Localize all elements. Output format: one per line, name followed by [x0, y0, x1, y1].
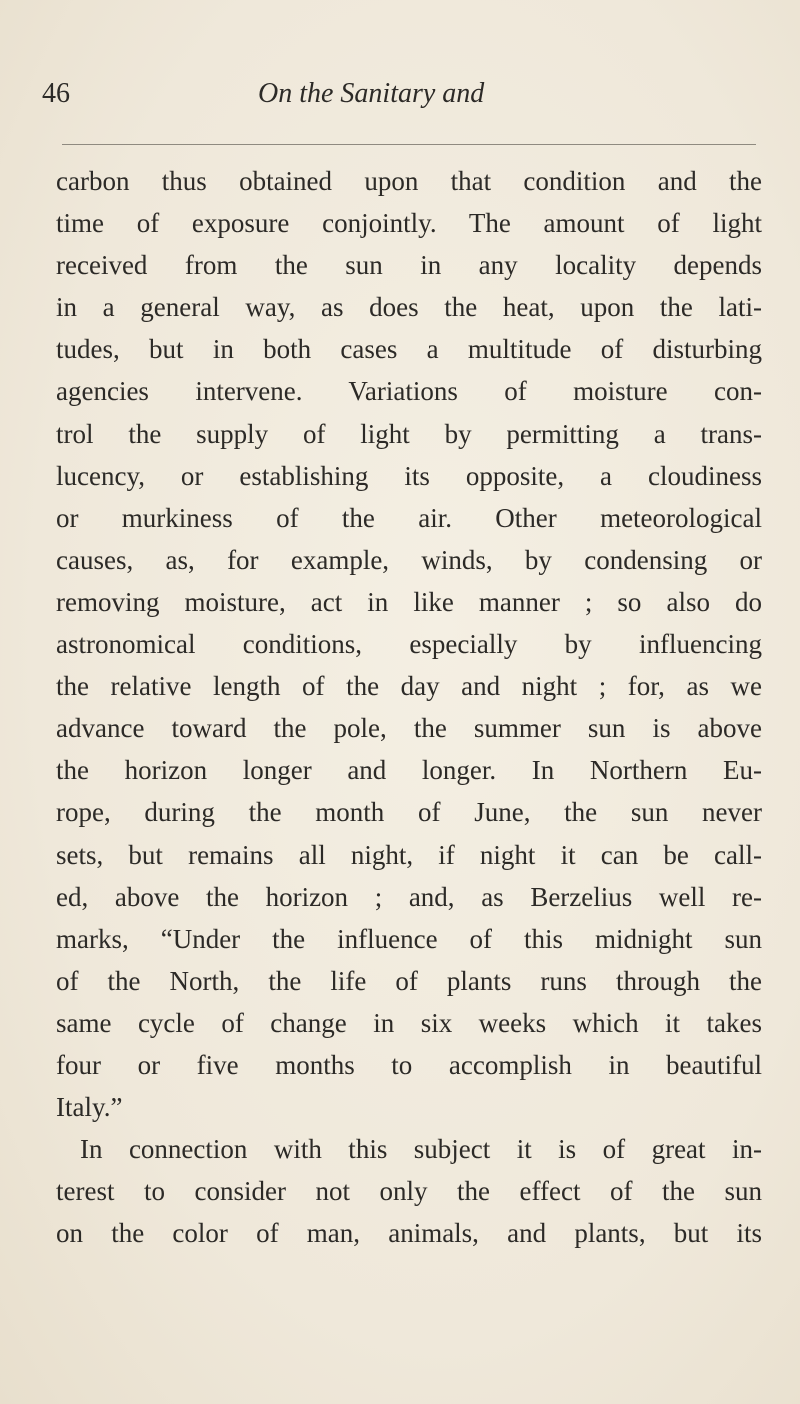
text-line: sets, but remains all night, if night it can be call-: [56, 839, 762, 870]
text-line: carbon thus obtained upon that condition and the: [56, 166, 762, 196]
body-text: [56, 160, 762, 1254]
text-line: received from the sun in any locality depends: [56, 250, 762, 281]
text-line: in a general way, as does the heat, upon the lati-: [56, 292, 762, 323]
text-line: ed, above the horizon ; and, as Berzelius well re-: [56, 881, 762, 912]
running-head: On the Sanitary and: [258, 78, 485, 109]
text-line: trol the supply of light by permitting a trans-: [56, 418, 762, 449]
text-line: the relative length of the day and night ; for, as we: [56, 671, 762, 702]
text-line: terest to consider not only the effect of the sun: [56, 1176, 762, 1207]
text-line: four or five months to accomplish in beautiful: [56, 1049, 762, 1080]
text-line: In connection with this subject it is of great in-: [80, 1134, 762, 1165]
text-line: rope, during the month of June, the sun never: [56, 797, 762, 828]
text-line: marks, “Under the influence of this midnight sun: [56, 923, 762, 954]
text-line: causes, as, for example, winds, by condensing or: [56, 544, 762, 575]
page-header: [42, 74, 762, 114]
text-line: or murkiness of the air. Other meteorological: [56, 502, 762, 533]
text-line: on the color of man, animals, and plants, but its: [56, 1218, 762, 1249]
text-line: advance toward the pole, the summer sun is above: [56, 713, 762, 744]
text-line: lucency, or establishing its opposite, a cloudiness: [56, 460, 762, 491]
text-line: Italy.”: [56, 1092, 123, 1123]
header-rule: [62, 144, 756, 145]
text-line: removing moisture, act in like manner ; so also do: [56, 586, 762, 617]
text-line: same cycle of change in six weeks which it takes: [56, 1007, 762, 1038]
page-number: 46: [42, 78, 70, 109]
text-line: time of exposure conjointly. The amount of light: [56, 208, 762, 239]
text-line: of the North, the life of plants runs through the: [56, 965, 762, 996]
text-line: tudes, but in both cases a multitude of disturbing: [56, 334, 762, 365]
text-line: agencies intervene. Variations of moisture con-: [56, 376, 762, 407]
text-line: astronomical conditions, especially by influencing: [56, 629, 762, 660]
text-line: the horizon longer and longer. In Northern Eu-: [56, 755, 762, 786]
